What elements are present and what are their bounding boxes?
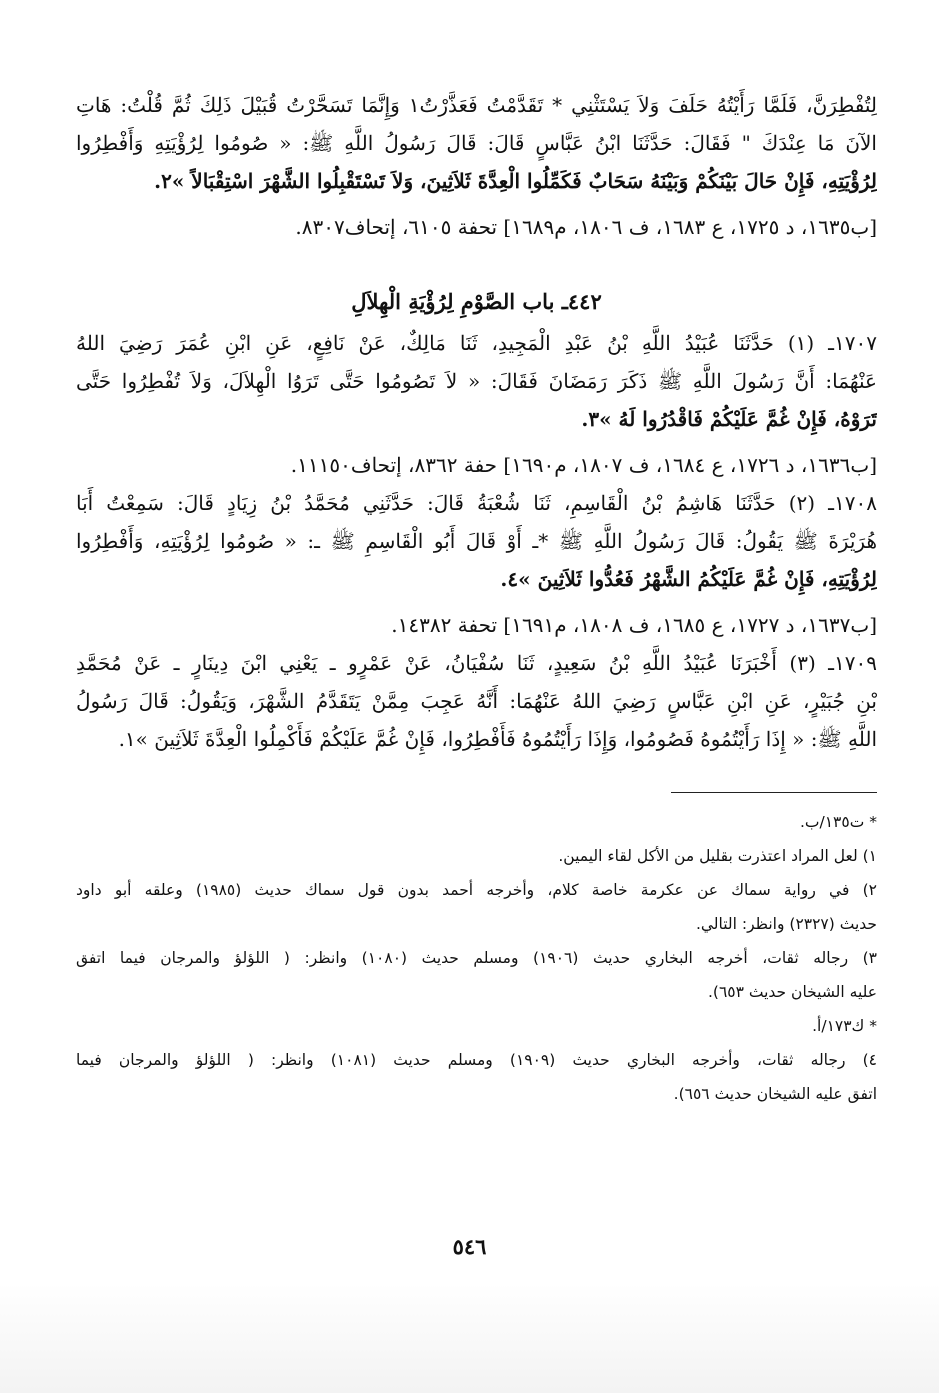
footnote-2-continued: حديث (٢٣٢٧) وانظر: التالي. bbox=[695, 915, 877, 933]
hadith-1709 bbox=[76, 644, 877, 758]
text-line: هُرَيْرَةَ ﷺ يَقُولُ: قَالَ رَسُولُ اللَّهِ ﷺ *ـ أَوْ قَالَ أَبُو الْقَاسِمِ ﷺ ـ: « صُومُوا لِرُؤْيَتِهِ، وَأَفْطِرُوا bbox=[76, 529, 877, 553]
paragraph-continuation bbox=[76, 86, 877, 200]
section-heading: ٤٤٢ـ باب الصَّوْمِ لِرُؤْيَةِ الْهِلاَلِ bbox=[351, 289, 602, 314]
footnote-2: ٢) في رواية سماك عن عكرمة خاصة كلام، وأخرجه أحمد بدون قول سماك حديث (١٩٨٥) وعلقه أبو داود bbox=[76, 881, 877, 899]
footnote-1: ١) لعل المراد اعتذرت بقليل من الأكل لقاء اليمين. bbox=[558, 847, 877, 865]
footnote-manuscript-mark: * ك١٧٣/أ. bbox=[812, 1017, 877, 1035]
hadith-1707 bbox=[76, 324, 877, 438]
text-line: لِتُفْطِرَنَّ، فَلَمَّا رَأَيْتُهُ حَلَفَ وَلاَ يَسْتَثْنِي * تَقَدَّمْتُ فَعَذَّرْتُ١ وَإِنَّمَا تَسَحَّرْتُ قُبَيْلَ ذَلِكَ ثُمَّ قُلْتُ: هَاتِ bbox=[76, 93, 877, 117]
footnote-3: ٣) رجاله ثقات، أخرجه البخاري حديث (١٩٠٦) ومسلم حديث (١٠٨٠) وانظر: ( اللؤلؤ والمرجان فيما اتفق bbox=[76, 949, 877, 967]
hadith-1708 bbox=[76, 484, 877, 598]
book-page bbox=[76, 86, 877, 1393]
footnote-manuscript-mark: * ت١٣٥/ب. bbox=[799, 813, 877, 831]
text-line-bold: تَرَوْهُ، فَإِنْ غُمَّ عَلَيْكُمْ فَاقْدُرُوا لَهُ »٣. bbox=[581, 407, 877, 431]
footnote-3-continued: عليه الشيخان حديث ٦٥٣). bbox=[707, 983, 877, 1001]
text-line: اللَّهِ ﷺ: « إِذَا رَأَيْتُمُوهُ فَصُومُوا، وَإِذَا رَأَيْتُمُوهُ فَأَفْطِرُوا، فَإِنْ غُمَّ عَلَيْكُمْ فَأَكْمِلُوا الْعِدَّةَ ثَلاَثِينَ »١. bbox=[118, 727, 877, 751]
page-number: ٥٤٦ bbox=[452, 1234, 487, 1259]
footnote-4-continued: اتفق عليه الشيخان حديث ٦٥٦). bbox=[673, 1085, 877, 1103]
text-line-bold: لِرُؤْيَتِهِ، فَإِنْ حَالَ بَيْنَكُمْ وَبَيْنَهُ سَحَابٌ فَكَمِّلُوا الْعِدَّةَ ثَلاَثِينَ، وَلاَ تَسْتَقْبِلُوا الشَّهْرَ اسْتِقْبَالاً »٢. bbox=[154, 169, 877, 193]
footnote-divider bbox=[671, 792, 877, 793]
hadith-reference: [ب١٦٣٥، د ١٧٢٥، ع ١٦٨٣، ف ١٨٠٦، م١٦٨٩] تحفة ٦١٠٥، إتحاف٨٣٠٧. bbox=[295, 215, 877, 239]
text-line: بْنِ جُبَيْرٍ، عَنِ ابْنِ عَبَّاسٍ رَضِيَ اللهُ عَنْهُمَا: أَنَّهُ عَجِبَ مِمَّنْ يَتَقَدَّمُ الشَّهْرَ، وَيَقُولُ: قَالَ رَسُولُ bbox=[76, 689, 877, 713]
text-line: ١٧٠٧ـ (١) حَدَّثَنَا عُبَيْدُ اللَّهِ بْنُ عَبْدِ الْمَجِيدِ، ثَنَا مَالِكٌ، عَنْ نَافِعٍ، عَنِ ابْنِ عُمَرَ رَضِيَ اللهُ bbox=[76, 331, 877, 355]
text-line: ١٧٠٩ـ (٣) أَخْبَرَنَا عُبَيْدُ اللَّهِ بْنُ سَعِيدٍ، ثَنَا سُفْيَانُ، عَنْ عَمْرٍو ـ يَعْنِي ابْنَ دِينَارٍ ـ عَنْ مُحَمَّدِ bbox=[76, 651, 877, 675]
text-line-bold: لِرُؤْيَتِهِ، فَإِنْ غُمَّ عَلَيْكُمُ الشَّهْرُ فَعُدُّوا ثَلاَثِينَ »٤. bbox=[500, 567, 877, 591]
hadith-reference: [ب١٦٣٧، د ١٧٢٧، ع ١٦٨٥، ف ١٨٠٨، م١٦٩١] تحفة ١٤٣٨٢. bbox=[391, 613, 877, 637]
text-line: الآنَ مَا عِنْدَكَ " فَقَالَ: حَدَّثَنَا ابْنُ عَبَّاسٍ قَالَ: قَالَ رَسُولُ اللَّهِ ﷺ: « صُومُوا لِرُؤْيَتِهِ وَأَفْطِرُوا bbox=[76, 131, 877, 155]
footnote-4: ٤) رجاله ثقات، وأخرجه البخاري حديث (١٩٠٩) ومسلم حديث (١٠٨١) وانظر: ( اللؤلؤ والمرجان فيما bbox=[76, 1051, 877, 1069]
footnotes bbox=[76, 805, 877, 1111]
text-line: ١٧٠٨ـ (٢) حَدَّثَنَا هَاشِمُ بْنُ الْقَاسِمِ، ثَنَا شُعْبَةُ قَالَ: حَدَّثَنِي مُحَمَّدُ بْنُ زِيَادٍ قَالَ: سَمِعْتُ أَبَا bbox=[76, 491, 877, 515]
text-line: عَنْهُمَا: أَنَّ رَسُولَ اللَّهِ ﷺ ذَكَرَ رَمَضَانَ فَقَالَ: « لاَ تَصُومُوا حَتَّى تَرَوُا الْهِلاَلَ، وَلاَ تُفْطِرُوا حَتَّى bbox=[76, 369, 877, 393]
hadith-reference: [ب١٦٣٦، د ١٧٢٦، ع ١٦٨٤، ف ١٨٠٧، م١٦٩٠] حفة ٨٣٦٢، إتحاف١١١٥٠. bbox=[290, 453, 877, 477]
scan-shadow bbox=[0, 1283, 939, 1393]
